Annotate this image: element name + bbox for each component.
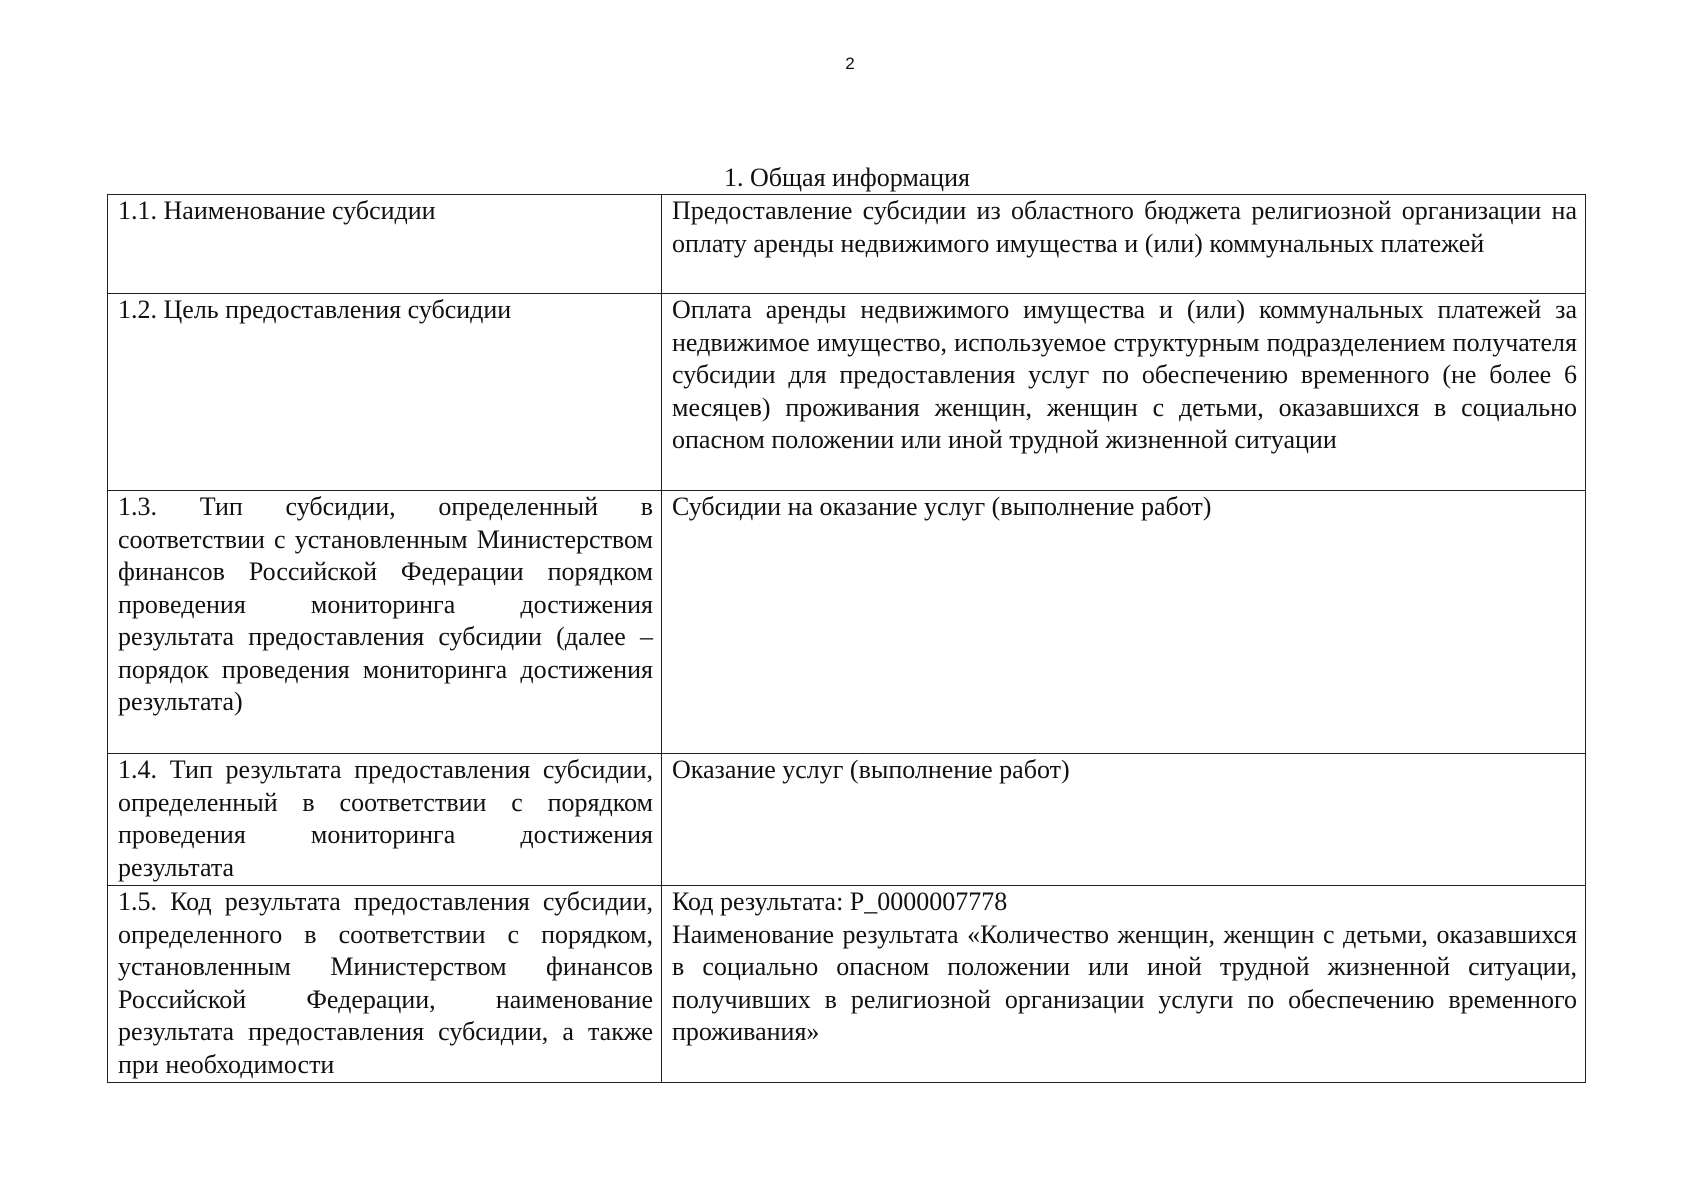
row-label-subsidy-purpose: 1.2. Цель предоставления субсидии	[108, 294, 662, 491]
table-row	[108, 754, 1586, 886]
table-row	[108, 886, 1586, 1083]
row-value-subsidy-type: Субсидии на оказание услуг (выполнение работ)	[662, 491, 1586, 754]
row-value-result-type: Оказание услуг (выполнение работ)	[662, 754, 1586, 886]
table-row	[108, 294, 1586, 491]
result-code-text: Код результата: P_0000007778	[672, 887, 1008, 916]
table-row	[108, 195, 1586, 294]
row-value-subsidy-purpose: Оплата аренды недвижимого имущества и (или) коммунальных платежей за недвижимое имущество, используемое структурным подразделением получателя субсидии для предоставления услуг по обеспечению временного (не более 6 месяцев) проживания женщин, женщин с детьми, оказавшихся в социально опасном положении или иной трудной жизненной ситуации	[662, 294, 1586, 491]
row-value-result-code	[662, 886, 1586, 1083]
result-name-text: Наименование результата «Количество женщин, женщин с детьми, оказавшихся в социально опасном положении или иной трудной жизненной ситуации, получивших в религиозной организации услуги по обеспечению временного проживания»	[672, 919, 1577, 1046]
section-title: 1. Общая информация	[724, 163, 970, 192]
row-value-subsidy-name: Предоставление субсидии из областного бюджета религиозной организации на оплату аренды недвижимого имущества и (или) коммунальных платежей	[662, 195, 1586, 294]
row-label-result-type: 1.4. Тип результата предоставления субсидии, определенный в соответствии с порядком проведения мониторинга достижения результата	[108, 754, 662, 886]
table-row	[108, 491, 1586, 754]
general-info-table	[107, 194, 1586, 1083]
row-label-subsidy-type: 1.3. Тип субсидии, определенный в соответствии с установленным Министерством финансов Российской Федерации порядком проведения мониторинга достижения результата предоставления субсидии (далее – порядок проведения мониторинга достижения результата)	[108, 491, 662, 754]
page-number: 2	[845, 54, 855, 73]
row-label-subsidy-name: 1.1. Наименование субсидии	[108, 195, 662, 294]
row-label-result-code: 1.5. Код результата предоставления субсидии, определенного в соответствии с порядком, установленным Министерством финансов Российской Федерации, наименование результата предоставления субсидии, а также при необходимости	[108, 886, 662, 1083]
